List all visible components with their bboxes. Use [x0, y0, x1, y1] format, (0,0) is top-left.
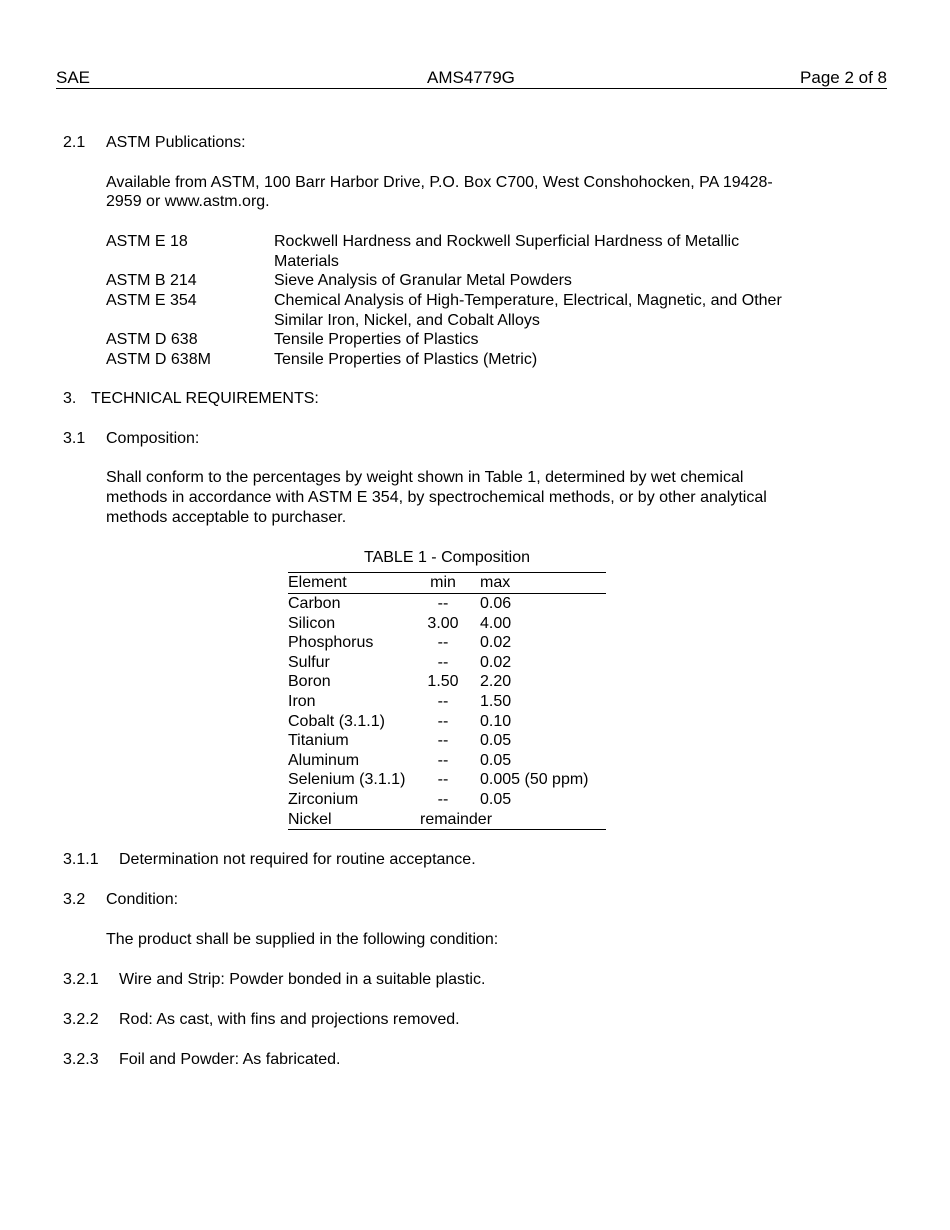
section-number: 3.2.1 — [63, 971, 99, 988]
paragraph-line: methods in accordance with ASTM E 354, by spectrochemical methods, or by other analytical — [106, 489, 767, 506]
cell-max: 4.00 — [480, 614, 512, 632]
cell-min: -- — [437, 771, 449, 789]
column-header-max: max — [480, 574, 511, 591]
cell-min: 1.50 — [427, 673, 459, 691]
section-text: Rod: As cast, with fins and projections removed. — [119, 1011, 460, 1028]
cell-max: 2.20 — [480, 673, 512, 691]
reference-title: Rockwell Hardness and Rockwell Superficial Hardness of Metallic Materials — [274, 233, 740, 270]
header-page-number: Page 2 of 8 — [800, 68, 887, 87]
cell-min: -- — [437, 712, 449, 730]
section-title: ASTM Publications: — [106, 134, 246, 151]
section-number: 2.1 — [63, 134, 86, 151]
paragraph-line: methods acceptable to purchaser. — [106, 509, 347, 526]
cell-max: 0.10 — [480, 712, 512, 730]
table-row — [288, 770, 606, 790]
section-title: TECHNICAL REQUIREMENTS: — [91, 390, 319, 407]
cell-min: -- — [437, 751, 449, 769]
section-number: 3.2.2 — [63, 1011, 99, 1028]
cell-max: 0.05 — [480, 732, 512, 750]
cell-element: Aluminum — [288, 751, 360, 769]
reference-title: Chemical Analysis of High-Temperature, Electrical, Magnetic, and Other Similar Iron, Nickel, and Cobalt Alloys — [274, 292, 782, 329]
reference-code: ASTM E 18 — [106, 233, 188, 250]
cell-element: Boron — [288, 673, 331, 691]
cell-element: Nickel — [288, 810, 332, 828]
cell-element: Phosphorus — [288, 634, 374, 652]
section-number: 3. — [63, 390, 77, 407]
section-number: 3.2.3 — [63, 1051, 99, 1068]
cell-max: 0.05 — [480, 751, 512, 769]
section-text: Determination not required for routine acceptance. — [119, 851, 476, 868]
section-number: 3.1 — [63, 430, 86, 447]
table-row — [288, 751, 606, 771]
cell-max: 1.50 — [480, 692, 512, 710]
cell-min: -- — [437, 653, 449, 671]
cell-min: -- — [437, 595, 449, 612]
cell-element: Zirconium — [288, 790, 359, 808]
cell-element: Silicon — [288, 614, 336, 632]
reference-code: ASTM D 638M — [106, 351, 211, 368]
cell-min: -- — [437, 634, 449, 652]
table-row — [288, 731, 606, 751]
composition-table — [288, 572, 606, 830]
reference-title: Sieve Analysis of Granular Metal Powders — [274, 272, 572, 289]
cell-min: 3.00 — [427, 614, 459, 632]
column-header-element: Element — [288, 574, 347, 591]
reference-code: ASTM B 214 — [106, 272, 197, 289]
table-header-row — [288, 573, 606, 594]
cell-min: -- — [437, 790, 449, 808]
reference-title: Tensile Properties of Plastics — [274, 331, 479, 348]
cell-max: 0.02 — [480, 653, 512, 671]
table-row — [288, 633, 606, 653]
section-number: 3.1.1 — [63, 851, 99, 868]
cell-max: 0.05 — [480, 790, 512, 808]
cell-min: -- — [437, 732, 449, 750]
section-text: Wire and Strip: Powder bonded in a suitable plastic. — [119, 971, 486, 988]
cell-element: Sulfur — [288, 653, 330, 671]
header-org: SAE — [56, 68, 91, 87]
cell-element: Iron — [288, 692, 316, 710]
section-title: Composition: — [106, 430, 200, 447]
paragraph-line: Shall conform to the percentages by weight shown in Table 1, determined by wet chemical — [106, 469, 744, 486]
paragraph-line: The product shall be supplied in the following condition: — [106, 931, 499, 948]
table-row — [288, 594, 606, 614]
table-row — [288, 672, 606, 692]
cell-max: 0.005 (50 ppm) — [480, 771, 589, 789]
table-row — [288, 614, 606, 634]
cell-min: -- — [437, 692, 449, 710]
reference-code: ASTM D 638 — [106, 331, 198, 348]
reference-title: Tensile Properties of Plastics (Metric) — [274, 351, 538, 368]
table-caption: TABLE 1 - Composition — [364, 549, 530, 566]
cell-element: Carbon — [288, 595, 341, 612]
section-number: 3.2 — [63, 891, 86, 908]
column-header-min: min — [430, 574, 456, 591]
table-row — [288, 790, 606, 810]
page-header — [56, 68, 887, 89]
paragraph-line: 2959 or www.astm.org. — [106, 193, 270, 210]
reference-code: ASTM E 354 — [106, 292, 197, 309]
table-row — [288, 653, 606, 673]
cell-element: Cobalt (3.1.1) — [288, 712, 385, 730]
section-text: Foil and Powder: As fabricated. — [119, 1051, 341, 1068]
table-row — [288, 810, 606, 830]
table-row — [288, 692, 606, 712]
paragraph-line: Available from ASTM, 100 Barr Harbor Drive, P.O. Box C700, West Conshohocken, PA 19428- — [106, 174, 773, 191]
cell-element: Titanium — [288, 732, 349, 750]
cell-max: 0.02 — [480, 634, 512, 652]
cell-element: Selenium (3.1.1) — [288, 771, 406, 789]
header-doc-number: AMS4779G — [427, 68, 515, 87]
cell-max: 0.06 — [480, 595, 512, 612]
table-row — [288, 712, 606, 732]
cell-remainder: remainder — [420, 810, 493, 828]
section-title: Condition: — [106, 891, 179, 908]
